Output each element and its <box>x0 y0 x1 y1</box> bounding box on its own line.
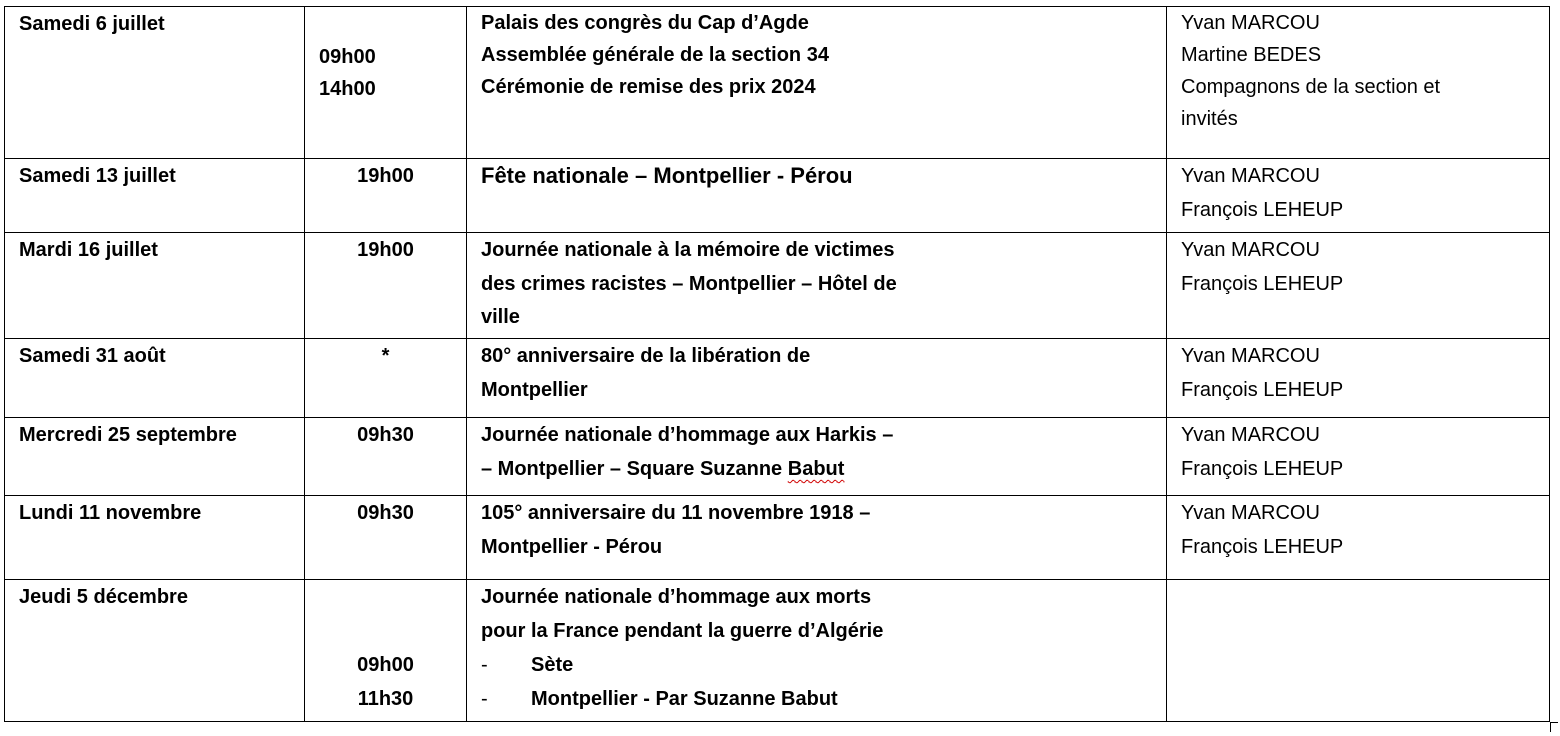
bullet-text: Montpellier - Par Suzanne Babut <box>531 688 838 710</box>
attendee: invités <box>1181 108 1238 130</box>
bullet-dash: - <box>481 654 488 676</box>
people-cell <box>1167 7 1550 159</box>
event-line: Fête nationale – Montpellier - Pérou <box>481 163 853 188</box>
attendee: François LEHEUP <box>1181 199 1344 221</box>
attendee: Martine BEDES <box>1181 44 1322 66</box>
table-row <box>5 339 1550 418</box>
people-cell <box>1167 159 1550 233</box>
event-line: Journée nationale d’hommage aux morts <box>481 586 872 608</box>
attendee: François LEHEUP <box>1181 273 1344 295</box>
event-cell <box>467 580 1167 722</box>
date-cell <box>5 496 305 580</box>
event-time: 09h00 <box>319 46 376 68</box>
event-date: Mercredi 25 septembre <box>19 424 237 446</box>
date-cell <box>5 418 305 496</box>
event-time: 09h00 <box>357 654 414 676</box>
time-cell <box>305 233 467 339</box>
table-row <box>5 418 1550 496</box>
time-cell <box>305 159 467 233</box>
attendee: Compagnons de la section et <box>1181 76 1441 98</box>
bullet-dash: - <box>481 688 488 710</box>
date-cell <box>5 580 305 722</box>
event-date: Mardi 16 juillet <box>19 239 158 261</box>
table-row <box>5 580 1550 722</box>
attendee: François LEHEUP <box>1181 536 1344 558</box>
bullet-text: Sète <box>531 654 574 676</box>
event-line: des crimes racistes – Montpellier – Hôtel de <box>481 273 897 295</box>
event-line: 105° anniversaire du 11 novembre 1918 – <box>481 502 871 524</box>
event-line: Palais des congrès du Cap d’Agde <box>481 12 809 34</box>
attendee: Yvan MARCOU <box>1181 424 1320 446</box>
date-cell <box>5 7 305 159</box>
event-line: Journée nationale à la mémoire de victimes <box>481 239 895 261</box>
bullet-item <box>481 682 1152 716</box>
event-cell <box>467 339 1167 418</box>
event-line: Journée nationale d’hommage aux Harkis – <box>481 424 894 446</box>
attendee: Yvan MARCOU <box>1181 502 1320 524</box>
date-cell <box>5 339 305 418</box>
time-cell <box>305 418 467 496</box>
time-cell <box>305 7 467 159</box>
event-time: 09h30 <box>357 424 414 446</box>
event-time: 14h00 <box>319 78 376 100</box>
table-row <box>5 7 1550 159</box>
people-cell <box>1167 496 1550 580</box>
event-date: Samedi 6 juillet <box>19 13 165 35</box>
attendee: Yvan MARCOU <box>1181 239 1320 261</box>
event-cell <box>467 7 1167 159</box>
table-row <box>5 496 1550 580</box>
event-time: 11h30 <box>357 688 414 710</box>
time-cell <box>305 580 467 722</box>
attendee: Yvan MARCOU <box>1181 345 1320 367</box>
date-cell <box>5 233 305 339</box>
table-move-handle[interactable] <box>1550 722 1558 732</box>
event-line: pour la France pendant la guerre d’Algérie <box>481 620 884 642</box>
event-time: 19h00 <box>357 239 414 261</box>
event-time: 19h00 <box>357 165 414 187</box>
event-cell <box>467 159 1167 233</box>
time-cell <box>305 339 467 418</box>
event-line: ville <box>481 306 520 328</box>
people-cell <box>1167 339 1550 418</box>
event-line-part: – Montpellier – Square Suzanne <box>481 458 788 480</box>
event-cell <box>467 233 1167 339</box>
attendee: Yvan MARCOU <box>1181 12 1320 34</box>
attendee: François LEHEUP <box>1181 379 1344 401</box>
people-cell <box>1167 580 1550 722</box>
event-time: 09h30 <box>357 502 414 524</box>
table-row <box>5 159 1550 233</box>
event-line: Montpellier <box>481 379 588 401</box>
event-date: Lundi 11 novembre <box>19 502 202 524</box>
event-line <box>481 452 1152 486</box>
spellcheck-word: Babut <box>787 458 845 480</box>
people-cell <box>1167 418 1550 496</box>
event-date: Samedi 31 août <box>19 345 166 367</box>
event-cell <box>467 418 1167 496</box>
time-cell <box>305 496 467 580</box>
event-date: Jeudi 5 décembre <box>19 586 188 608</box>
date-cell <box>5 159 305 233</box>
attendee: François LEHEUP <box>1181 458 1344 480</box>
bullet-item <box>481 648 1152 682</box>
event-line: Cérémonie de remise des prix 2024 <box>481 76 816 98</box>
people-cell <box>1167 233 1550 339</box>
attendee: Yvan MARCOU <box>1181 165 1320 187</box>
event-cell <box>467 496 1167 580</box>
event-line: Assemblée générale de la section 34 <box>481 44 829 66</box>
table-row <box>5 233 1550 339</box>
event-time: * <box>381 345 390 367</box>
event-date: Samedi 13 juillet <box>19 165 176 187</box>
event-line: 80° anniversaire de la libération de <box>481 345 811 367</box>
event-line: Montpellier - Pérou <box>481 536 663 558</box>
schedule-table <box>4 6 1550 722</box>
